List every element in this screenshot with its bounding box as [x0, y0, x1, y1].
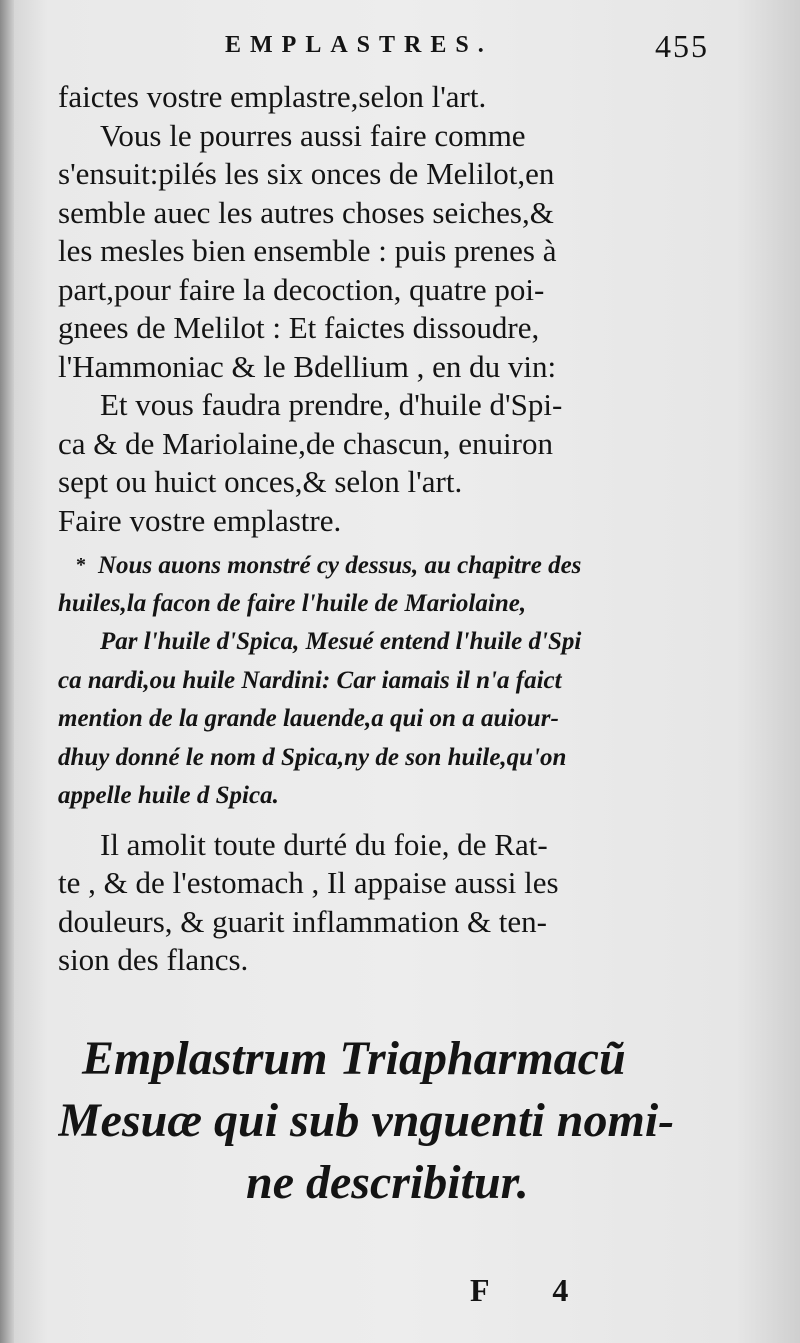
section-heading: [58, 1028, 742, 1214]
text-line: les mesles bien ensemble : puis prenes à: [58, 233, 557, 268]
text-line: ca & de Mariolaine,de chascun, enuiron: [58, 425, 553, 461]
text-line: l'Hammoniac & le Bdellium , en du vin:: [58, 348, 557, 384]
text-line: Faire vostre emplastre.: [58, 502, 342, 538]
page-number: 455: [655, 28, 709, 64]
gloss-marker: *: [76, 554, 86, 576]
heading-line: ne describitur.: [246, 1155, 529, 1209]
gloss-text: Nous auons monstré cy dessus, au chapitre des: [98, 552, 582, 579]
text-line: gnees de Melilot : Et faictes dissoudre,: [58, 310, 540, 345]
text-line: faictes vostre emplastre,selon l'art.: [58, 79, 487, 114]
text-line: Et vous faudra prendre, d'huile d'Spi-: [100, 387, 563, 422]
gloss-line: Par l'huile d'Spica, Mesué entend l'huile d'Spi: [100, 628, 582, 655]
gloss-line: huiles,la facon de faire l'huile de Mariolaine,: [58, 589, 527, 617]
running-title: EMPLASTRES.: [225, 32, 493, 58]
heading-line: Mesuæ qui sub vnguenti nomi-: [58, 1093, 675, 1147]
heading-line: Emplastrum Triapharmacũ: [82, 1031, 626, 1085]
text-line: semble auec les autres choses seiches,&: [58, 194, 554, 230]
text-line: douleurs, & guarit inflammation & ten-: [58, 903, 548, 939]
text-line: sept ou huict onces,& selon l'art.: [58, 464, 463, 499]
gloss-line: ca nardi,ou huile Nardini: Car iamais il n'a faict: [58, 666, 562, 694]
main-text: [58, 78, 742, 1214]
page-spine-shadow: [0, 0, 14, 1343]
running-head: [0, 28, 800, 68]
signature-mark: F 4: [470, 1272, 597, 1308]
gloss-line: dhuy donné le nom d Spica,ny de son huile,qu'on: [58, 743, 567, 771]
text-line: Vous le pourres aussi faire comme: [100, 117, 526, 153]
text-line: Il amolit toute durté du foie, de Rat-: [100, 826, 548, 862]
text-line: s'ensuit:pilés les six onces de Melilot,en: [58, 156, 555, 191]
gloss-line: mention de la grande lauende,a qui on a auiour-: [58, 705, 559, 732]
gloss-line: appelle huile d Spica.: [58, 782, 279, 809]
text-line: sion des flancs.: [58, 942, 249, 977]
gloss-line: [58, 546, 742, 585]
text-line: te , & de l'estomach , Il appaise aussi les: [58, 865, 559, 900]
text-line: part,pour faire la decoction, quatre poi-: [58, 271, 545, 307]
